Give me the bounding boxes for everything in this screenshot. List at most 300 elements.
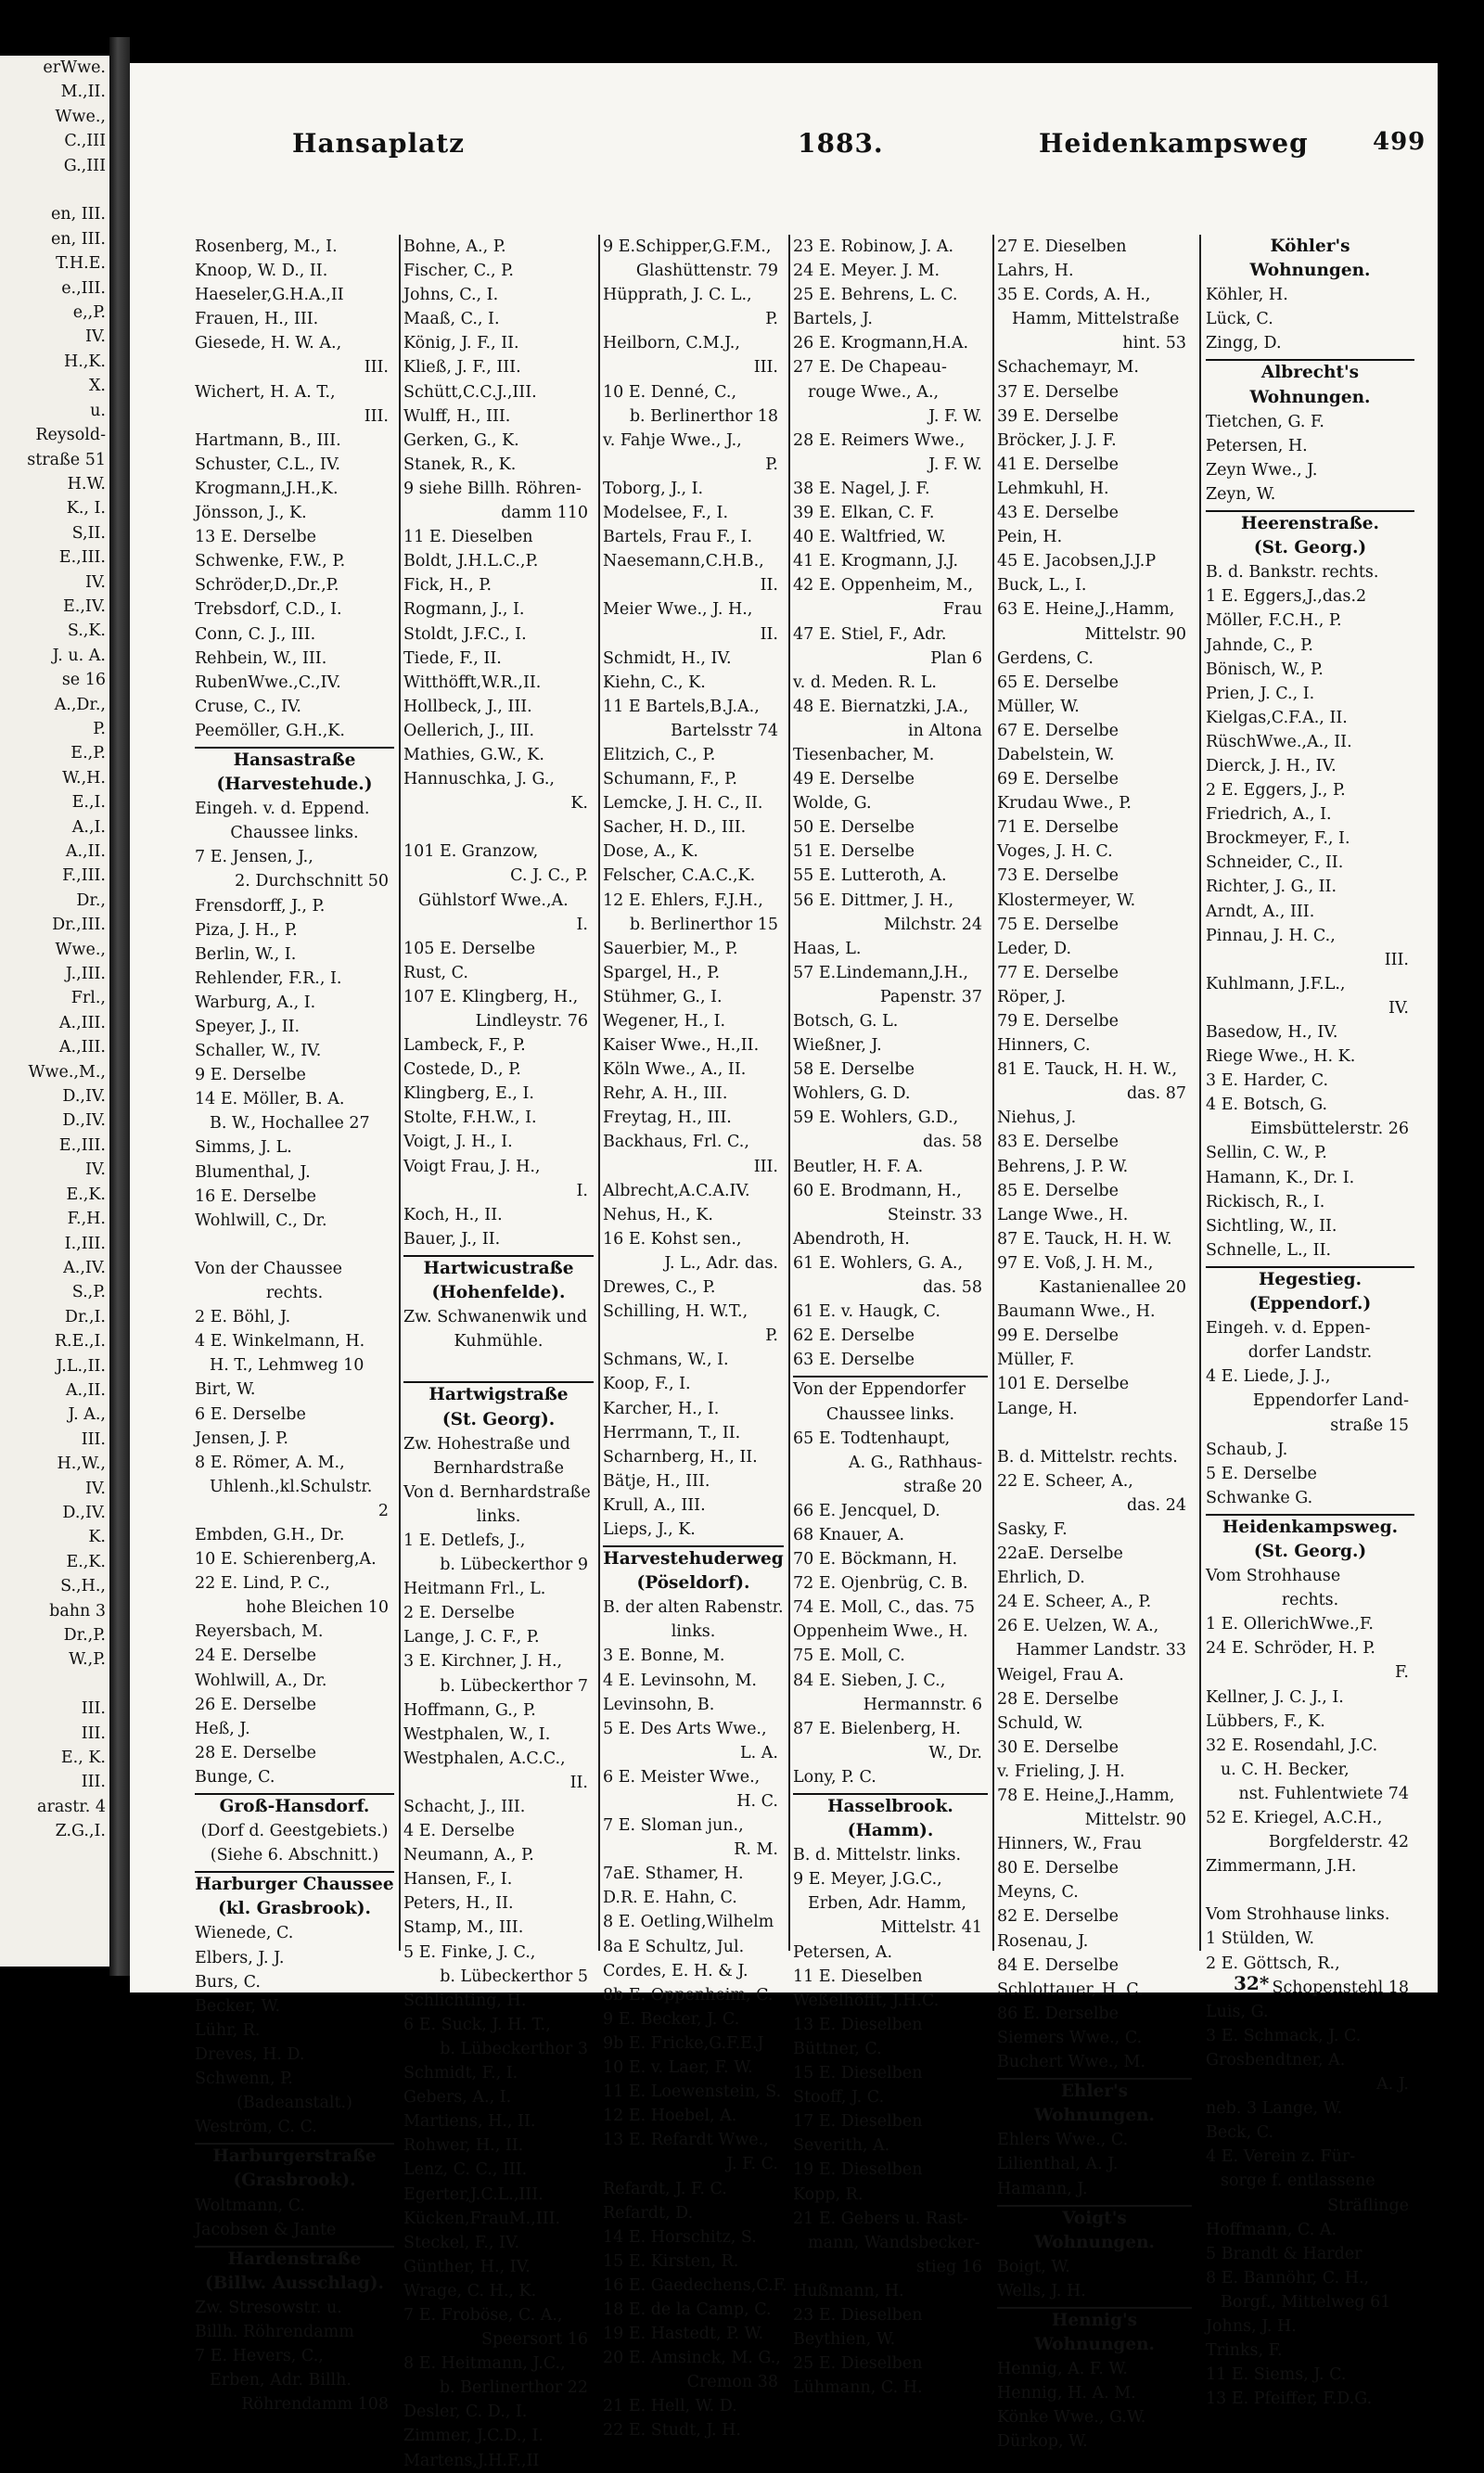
- directory-entry: Schlichting, H.: [403, 1991, 527, 2010]
- directory-entry: 27 E. Dieselben: [997, 237, 1127, 256]
- previous-page-edge: [0, 56, 112, 1967]
- directory-entry: Meier Wwe., J. H.,: [603, 600, 753, 620]
- directory-entry: sorge f. entlassene: [1221, 2172, 1375, 2191]
- directory-entry: 107 E. Klingberg, H.,: [403, 987, 579, 1006]
- directory-entry: links.: [476, 1506, 521, 1526]
- directory-entry: stieg 16: [916, 2257, 982, 2276]
- directory-entry: Leder, D.: [997, 939, 1072, 958]
- street-heading: (St. Georg.): [1253, 538, 1367, 558]
- directory-entry: Cordes, E. H. & J.: [603, 1961, 748, 1980]
- directory-entry: das. 58: [922, 1278, 982, 1298]
- fragment-line: IV.: [84, 1160, 106, 1180]
- directory-entry: Schlottauer, H. C.: [997, 1980, 1144, 1999]
- directory-entry: Klostermeyer, W.: [997, 891, 1136, 910]
- street-heading: Wohnungen.: [1033, 2335, 1155, 2355]
- directory-entry: 14 E. Möller, B. A.: [195, 1090, 345, 1109]
- fragment-line: X.: [88, 377, 106, 396]
- directory-entry: Schopenstehl 18: [1272, 1978, 1409, 1997]
- directory-entry: [403, 1353, 594, 1377]
- fragment-line: D.,IV.: [62, 1503, 106, 1522]
- fragment-line: IV.: [84, 572, 106, 592]
- directory-entry: Wießner, J.: [793, 1036, 882, 1056]
- directory-entry: 61 E. v. Haugk, C.: [793, 1302, 940, 1322]
- directory-entry: Stoldt, J.F.C., I.: [403, 624, 527, 644]
- street-heading: Hasselbrook.: [793, 1793, 988, 1819]
- street-heading: (Pöseldorf).: [636, 1573, 750, 1594]
- directory-entry: hohe Bleichen 10: [246, 1598, 389, 1618]
- directory-entry: Desler, C. D., I.: [403, 2403, 528, 2422]
- directory-entry: Kielgas,C.F.A., II.: [1206, 708, 1348, 727]
- directory-entry: H. C.: [736, 1792, 778, 1811]
- directory-entry: 11 E Bartels,B.J.A.,: [603, 697, 760, 716]
- directory-entry: das. 24: [1126, 1495, 1186, 1515]
- directory-entry: J. F. W.: [928, 406, 982, 426]
- directory-entry: 2: [377, 1501, 389, 1520]
- directory-entry: 30 E. Derselbe: [997, 1737, 1119, 1757]
- directory-entry: Bartelsstr 74: [671, 721, 778, 740]
- directory-entry: 5 E. Finke, J. C.,: [403, 1942, 536, 1962]
- directory-entry: 10 E. Denné, C.,: [603, 382, 737, 402]
- directory-entry: 47 E. Stiel, F., Adr.: [793, 624, 947, 644]
- directory-entry: Buchert Wwe., M.: [997, 2053, 1146, 2072]
- fragment-line: J.L.,II.: [56, 1356, 106, 1376]
- street-heading: Groß-Hansdorf.: [195, 1793, 394, 1819]
- directory-entry: b. Lübeckerthor 9: [440, 1556, 588, 1575]
- directory-entry: Köln Wwe., A., II.: [603, 1060, 747, 1080]
- directory-entry: P.: [765, 455, 778, 474]
- directory-entry: 55 E. Lutteroth, A.: [793, 866, 947, 886]
- directory-entry: 21 E. Hell, W. D.: [603, 2397, 737, 2416]
- directory-entry: Sasky, F.: [997, 1519, 1068, 1539]
- directory-entry: Friedrich, A., I.: [1206, 805, 1332, 825]
- street-heading: (St. Georg.): [1253, 1541, 1367, 1561]
- fragment-line: E., K.: [60, 1749, 106, 1768]
- directory-entry: Stolte, F.H.W., I.: [403, 1108, 537, 1128]
- directory-entry: b. Lübeckerthor 7: [440, 1676, 588, 1696]
- directory-entry: Papenstr. 37: [879, 987, 982, 1006]
- directory-entry: W., Dr.: [928, 1743, 982, 1762]
- directory-entry: Heitmann Frl., L.: [403, 1580, 546, 1599]
- directory-entry: J. F. W.: [928, 455, 982, 474]
- directory-entry: Mathies, G.W., K.: [403, 745, 544, 764]
- directory-entry: 4 E. Liede, J. J.,: [1206, 1367, 1331, 1387]
- fragment-line: erWwe.: [43, 58, 106, 77]
- directory-entry: Kücken,FrauM.,III.: [403, 2209, 561, 2228]
- fragment-line: M.,II.: [60, 83, 106, 102]
- directory-entry: Simms, J. L.: [195, 1138, 292, 1158]
- header-street-end: Heidenkampsweg: [1039, 128, 1309, 159]
- directory-entry: 5 E. Des Arts Wwe.,: [603, 1719, 767, 1738]
- directory-entry: 85 E. Derselbe: [997, 1181, 1119, 1200]
- directory-entry: Bönisch, W., P.: [1206, 660, 1324, 679]
- directory-entry: Voigt Frau, J. H.,: [403, 1157, 541, 1176]
- directory-entry: Becker, W.: [195, 1996, 281, 2016]
- directory-entry: Knoop, W. D., II.: [195, 262, 328, 281]
- directory-entry: mann, Wandsbecker-: [808, 2233, 980, 2252]
- directory-entry: Rehr, A. H., III.: [603, 1084, 728, 1104]
- directory-entry: Rickisch, R., I.: [1206, 1192, 1325, 1211]
- directory-entry: Schaub, J.: [1206, 1440, 1288, 1459]
- directory-entry: Pinnau, J. H. C.,: [1206, 926, 1336, 945]
- directory-entry: Mittelstr. 90: [1084, 1811, 1186, 1830]
- directory-entry: Maaß, C., I.: [403, 310, 500, 329]
- fragment-line: J. A.,: [68, 1405, 106, 1425]
- directory-entry: Peemöller, G.H.,K.: [195, 721, 345, 740]
- directory-entry: straße 15: [1330, 1416, 1409, 1435]
- directory-entry: Jensen, J. P.: [195, 1429, 288, 1448]
- fragment-line: W.,H.: [62, 768, 106, 788]
- directory-entry: 11 E. Dieselben: [793, 1967, 923, 1986]
- directory-entry: 37 E. Derselbe: [997, 382, 1119, 402]
- directory-entry: 24 E. Derselbe: [195, 1647, 316, 1666]
- directory-entry: 21 E. Gebers u. Rast-: [793, 2209, 968, 2228]
- directory-entry: 2 E. Eggers, J., P.: [1206, 781, 1346, 801]
- directory-entry: 28 E. Reimers Wwe.,: [793, 430, 966, 450]
- directory-entry: Schilling, H. W.T.,: [603, 1302, 748, 1322]
- directory-entry: Dabelstein, W.: [997, 745, 1115, 764]
- directory-entry: Cremon 38: [686, 2373, 778, 2392]
- directory-entry: 49 E. Derselbe: [793, 770, 915, 789]
- street-heading: (Hohenfelde).: [431, 1283, 566, 1303]
- directory-entry: RüschWwe.,A., II.: [1206, 732, 1352, 751]
- fragment-line: D.,IV.: [62, 1087, 106, 1107]
- directory-entry: Spargel, H., P.: [603, 963, 721, 982]
- fragment-line: [0, 178, 109, 202]
- directory-entry: Lange, H.: [997, 1399, 1078, 1418]
- directory-entry: A. G., Rathhaus-: [849, 1453, 982, 1472]
- directory-entry: 1 E. Detlefs, J.,: [403, 1531, 526, 1550]
- directory-entry: 9 E. Derselbe: [195, 1066, 306, 1085]
- directory-entry: Borgfelderstr. 42: [1268, 1833, 1409, 1852]
- directory-entry: Lehmkuhl, H.: [997, 479, 1109, 498]
- directory-entry: 22aE. Derselbe: [997, 1544, 1123, 1564]
- directory-entry: Albrecht,A.C.A.IV.: [603, 1181, 750, 1200]
- column-1: [195, 235, 394, 2415]
- fragment-line: E.,IV.: [63, 596, 106, 616]
- fragment-line: D.,IV.: [62, 1111, 106, 1131]
- directory-entry: Wichert, H. A. T.,: [195, 382, 336, 402]
- directory-entry: Costede, D., P.: [403, 1060, 521, 1080]
- fragment-line: A.,III.: [58, 1013, 106, 1032]
- directory-entry: Drewes, C., P.: [603, 1278, 716, 1298]
- directory-entry: 11 E. Dieselben: [403, 528, 533, 547]
- directory-entry: u. C. H. Becker,: [1221, 1760, 1350, 1779]
- directory-entry: 32 E. Rosendahl, J.C.: [1206, 1736, 1378, 1755]
- directory-entry: P.: [765, 310, 778, 329]
- directory-entry: Bohne, A., P.: [403, 237, 506, 256]
- street-heading: Hennig's: [997, 2307, 1192, 2333]
- directory-entry: Eingeh. v. d. Eppend.: [195, 800, 370, 819]
- directory-entry: 25 E. Behrens, L. C.: [793, 286, 958, 305]
- fragment-line: E.,K.: [66, 1185, 106, 1204]
- directory-entry: 57 E.Lindemann,J.H.,: [793, 963, 968, 982]
- directory-entry: Lühmann, C. H.: [793, 2378, 923, 2398]
- directory-entry: b. Lübeckerthor 5: [440, 1967, 588, 1986]
- directory-entry: (Siehe 6. Abschnitt.): [210, 1846, 379, 1865]
- directory-entry: Uhlenh.,kl.Schulstr.: [210, 1477, 373, 1496]
- directory-entry: Stamp, M., III.: [403, 1918, 524, 1938]
- directory-entry: Vom Strohhause: [1206, 1567, 1341, 1586]
- directory-entry: Beck, C.: [1206, 2123, 1274, 2143]
- fragment-line: H.,W.,: [57, 1454, 106, 1474]
- directory-entry: B. d. Mittelstr. links.: [793, 1846, 962, 1865]
- directory-entry: Tietchen, G. F.: [1206, 412, 1324, 431]
- directory-entry: Rosenberg, M., I.: [195, 237, 338, 256]
- directory-entry: Plan 6: [930, 648, 982, 668]
- directory-entry: Hoffmann, C. A.: [1206, 2220, 1337, 2239]
- directory-entry: Woltmann, C.: [195, 2196, 305, 2215]
- fragment-line: Reysold-: [35, 426, 106, 445]
- directory-entry: 10 E. v. Laer, F. W.: [603, 2058, 753, 2078]
- directory-entry: Rohwer, H., II.: [403, 2136, 524, 2156]
- directory-entry: 6 E. Derselbe: [195, 1404, 306, 1424]
- street-heading: (kl. Grasbrook).: [218, 1899, 371, 1919]
- directory-entry: Freytag, H., III.: [603, 1108, 732, 1128]
- directory-entry: Birt, W.: [195, 1380, 256, 1400]
- directory-entry: Grosbendtner, A.: [1206, 2050, 1346, 2069]
- directory-entry: Schneider, C., II.: [1206, 853, 1344, 873]
- directory-entry: 26 E. Krogmann,H.A.: [793, 334, 969, 353]
- directory-entry: 7 E. Jensen, J.,: [195, 848, 313, 867]
- fragment-line: III.: [81, 1699, 106, 1719]
- directory-entry: Naesemann,C.H.B.,: [603, 552, 764, 571]
- directory-entry: 23 E. Dieselben: [793, 2305, 923, 2325]
- street-heading: Albrecht's: [1206, 359, 1414, 385]
- directory-entry: Gebers, A., I.: [403, 2088, 512, 2108]
- directory-entry: Frauen, H., III.: [195, 310, 319, 329]
- directory-entry: Hamann, J.: [997, 2179, 1088, 2198]
- fragment-line: A.,II.: [65, 842, 106, 861]
- fragment-line: A.,I.: [71, 817, 106, 837]
- directory-entry: Johns, C., I.: [403, 286, 499, 305]
- street-heading: Ehler's: [997, 2078, 1192, 2104]
- directory-entry: Beythien, W.: [793, 2330, 896, 2350]
- directory-entry: Dürkop, W.: [997, 2432, 1088, 2452]
- directory-entry: Abendroth, H.: [793, 1229, 910, 1249]
- directory-entry: Buck, L., I.: [997, 576, 1087, 596]
- directory-entry: 4 E. Verein z. Für-: [1206, 2147, 1356, 2167]
- directory-entry: 9 E. Meyer, J.G.C.,: [793, 1870, 942, 1890]
- directory-entry: Günther, H., IV.: [403, 2257, 531, 2276]
- directory-entry: P.: [765, 1326, 778, 1346]
- directory-entry: Conn, C. J., III.: [195, 624, 316, 644]
- directory-entry: Brockmeyer, F., I.: [1206, 829, 1350, 849]
- directory-entry: Klingberg, E., I.: [403, 1084, 534, 1104]
- directory-entry: 1 Stülden, W.: [1206, 1929, 1315, 1949]
- directory-entry: 8 E. Bannöhr, C. H.,: [1206, 2268, 1370, 2287]
- directory-entry: [997, 1421, 1192, 1445]
- directory-entry: 45 E. Jacobsen,J.J.P: [997, 552, 1157, 571]
- directory-entry: Schumann, F., P.: [603, 770, 737, 789]
- directory-entry: Zimmermann, J.H.: [1206, 1857, 1357, 1877]
- directory-entry: Lange, J. C. F., P.: [403, 1628, 540, 1647]
- directory-entry: Modelsee, F., I.: [603, 504, 729, 523]
- page-header: [186, 128, 1428, 165]
- directory-entry: das. 58: [922, 1133, 982, 1152]
- directory-entry: III.: [753, 358, 778, 378]
- fragment-line: S,II.: [71, 523, 106, 543]
- directory-entry: Elbers, J. J.: [195, 1948, 285, 1967]
- directory-entry: 1 E. Eggers,J.,das.2: [1206, 587, 1367, 607]
- directory-entry: Rehbein, W., III.: [195, 648, 327, 668]
- directory-entry: 7 E. Hevers, C.,: [195, 2347, 324, 2366]
- directory-entry: 101 E. Derselbe: [997, 1375, 1130, 1394]
- directory-entry: 43 E. Derselbe: [997, 504, 1119, 523]
- fragment-line: Dr.,: [76, 891, 106, 910]
- column-divider: [788, 235, 790, 1951]
- directory-entry: Lange Wwe., H.: [997, 1205, 1129, 1224]
- directory-entry: Piza, J. H., P.: [195, 920, 298, 940]
- directory-entry: Zimmer, J.C.D., I.: [403, 2427, 544, 2446]
- fragment-line: bahn 3: [49, 1601, 106, 1621]
- directory-entry: 2 E. Böhl, J.: [195, 1308, 291, 1327]
- street-heading: Harburgerstraße: [195, 2143, 394, 2169]
- directory-entry: Kopp, R.: [793, 2185, 864, 2204]
- directory-entry: B. d. Mittelstr. rechts.: [997, 1447, 1178, 1467]
- directory-entry: 13 E. Derselbe: [195, 528, 316, 547]
- directory-entry: Cruse, C., IV.: [195, 697, 301, 716]
- directory-entry: 41 E. Krogmann, J.J.: [793, 552, 959, 571]
- directory-entry: Koop, F., I.: [603, 1375, 691, 1394]
- directory-entry: Kellner, J. C. J., I.: [1206, 1687, 1344, 1707]
- street-heading: Hartwicustraße: [403, 1255, 594, 1281]
- directory-entry: Tiede, F., II.: [403, 648, 502, 668]
- directory-entry: 56 E. Dittmer, J. H.,: [793, 891, 954, 910]
- directory-entry: Schütt,C.C.J.,III.: [403, 382, 537, 402]
- directory-entry: 63 E. Heine,J.,Hamm,: [997, 600, 1175, 620]
- directory-entry: Wienede, C.: [195, 1924, 294, 1943]
- fragment-line: I.,III.: [64, 1234, 106, 1253]
- directory-entry: rechts.: [265, 1284, 324, 1303]
- directory-entry: 8b E. Oppenheim, C.: [603, 1985, 774, 2005]
- directory-entry: 5 E. Derselbe: [1206, 1464, 1317, 1483]
- directory-entry: 11 E. Loewenstein, S.: [603, 2082, 782, 2102]
- directory-entry: 3 E. Harder, C.: [1206, 1071, 1329, 1091]
- fragment-line: arastr. 4: [37, 1797, 106, 1816]
- directory-entry: Kaiser Wwe., H.,II.: [603, 1036, 760, 1056]
- directory-entry: Sichtling, W., II.: [1206, 1216, 1337, 1236]
- directory-entry: III.: [364, 358, 389, 378]
- directory-entry: Hammer Landstr. 33: [1016, 1641, 1186, 1660]
- header-street-start: Hansaplatz: [292, 128, 466, 159]
- directory-entry: Witthöfft,W.R.,II.: [403, 673, 542, 692]
- directory-entry: 12 E. Hoebel, A.: [603, 2107, 737, 2126]
- directory-entry: 26 E. Derselbe: [195, 1695, 316, 1714]
- directory-entry: Pein, H.: [997, 528, 1063, 547]
- directory-entry: 7 E. Sloman jun.,: [603, 1816, 744, 1836]
- fragment-line: R.E.,I.: [54, 1332, 106, 1352]
- directory-entry: 9 E.Schipper,G.F.M.,: [603, 237, 772, 256]
- fragment-line: S.,H.,: [60, 1577, 106, 1596]
- directory-entry: Lambeck, F., P.: [403, 1036, 526, 1056]
- directory-entry: 48 E. Biernatzki, J.A.,: [793, 697, 969, 716]
- directory-entry: Wrage, C. H., K.: [403, 2281, 537, 2300]
- directory-entry: Martens,J.H.F.,II: [403, 2451, 540, 2470]
- directory-entry: 2. Durchschnitt 50: [235, 872, 389, 891]
- directory-entry: 62 E. Derselbe: [793, 1326, 915, 1346]
- directory-entry: Berlin, W., I.: [195, 944, 297, 964]
- directory-entry: Hußmann, H.: [793, 2281, 904, 2300]
- street-heading: Harburger Chaussee: [195, 1871, 394, 1897]
- directory-entry: 58 E. Derselbe: [793, 1060, 915, 1080]
- directory-entry: Eingeh. v. d. Eppen-: [1206, 1319, 1371, 1339]
- directory-entry: Müller, W.: [997, 697, 1080, 716]
- directory-entry: Bunge, C.: [195, 1767, 275, 1787]
- column-divider: [992, 235, 994, 1951]
- directory-entry: hint. 53: [1122, 334, 1186, 353]
- directory-entry: Heß, J.: [195, 1719, 250, 1738]
- fragment-line: E.,III.: [58, 548, 106, 568]
- directory-entry: Boldt, J.H.L.C.,P.: [403, 552, 539, 571]
- directory-entry: b. Berlinerthor 15: [629, 915, 778, 934]
- directory-entry: Von d. Bernhardstraße: [403, 1482, 591, 1502]
- directory-entry: 50 E. Derselbe: [793, 818, 915, 838]
- fragment-line: F.,III.: [62, 866, 106, 886]
- fragment-line: A.,Dr.,: [54, 695, 106, 714]
- directory-entry: 13 E. Refardt Wwe.,: [603, 2131, 769, 2150]
- directory-entry: (Badeanstalt.): [237, 2094, 352, 2113]
- directory-entry: 73 E. Derselbe: [997, 866, 1119, 886]
- directory-entry: 65 E. Todtenhaupt,: [793, 1429, 951, 1448]
- directory-entry: Krogmann,J.H.,K.: [195, 479, 339, 498]
- directory-entry: Frau: [942, 600, 982, 620]
- directory-entry: Bartels, J.: [793, 310, 873, 329]
- directory-entry: 67 E. Derselbe: [997, 721, 1119, 740]
- directory-entry: Gühlstorf Wwe.,A.: [418, 891, 569, 910]
- street-heading: Wohnungen.: [1249, 387, 1371, 407]
- column-divider: [598, 235, 600, 1951]
- fragment-line: III.: [81, 1429, 106, 1449]
- directory-entry: straße 20: [903, 1477, 982, 1496]
- directory-entry: F.: [1395, 1663, 1409, 1683]
- directory-entry: Lony, P. C.: [793, 1767, 876, 1787]
- directory-entry: Levinsohn, B.: [603, 1695, 715, 1714]
- street-heading: Hardenstraße: [195, 2246, 394, 2272]
- directory-entry: Von der Eppendorfer: [793, 1376, 988, 1402]
- directory-entry: 17 E. Dieselben: [793, 2112, 923, 2132]
- directory-entry: 28 E. Derselbe: [997, 1689, 1119, 1709]
- directory-entry: Könke Wwe., G.W.: [997, 2408, 1146, 2428]
- directory-entry: Zw. Hohestraße und: [403, 1434, 570, 1454]
- fragment-line: en, III.: [50, 229, 106, 249]
- directory-entry: 3 E. Bonne, M.: [603, 1647, 725, 1666]
- directory-entry: 25 E. Dieselben: [793, 2354, 923, 2374]
- directory-entry: 79 E. Derselbe: [997, 1012, 1119, 1031]
- directory-entry: Toborg, J., I.: [603, 479, 704, 498]
- directory-entry: Eimsbüttelerstr. 26: [1249, 1120, 1409, 1139]
- directory-entry: Petersen, A.: [793, 1942, 893, 1962]
- directory-entry: Egerter,J.C.L.,III.: [403, 2185, 544, 2204]
- column-divider: [1199, 235, 1201, 1951]
- directory-entry: Johns, J. H.: [1206, 2316, 1297, 2336]
- street-heading: Hansastraße: [195, 747, 394, 773]
- directory-entry: Koch, H., II.: [403, 1205, 503, 1224]
- directory-entry: 84 E. Derselbe: [997, 1955, 1119, 1975]
- directory-page: [130, 63, 1438, 2470]
- fragment-line: F.,H.: [67, 1210, 106, 1229]
- directory-entry: Wohlers, G. D.: [793, 1084, 911, 1104]
- directory-entry: 80 E. Derselbe: [997, 1859, 1119, 1878]
- directory-entry: Beutler, H. F. A.: [793, 1157, 924, 1176]
- directory-entry: Wohlwill, C., Dr.: [195, 1211, 327, 1230]
- directory-entry: Fick, H., P.: [403, 576, 493, 596]
- directory-entry: 20 E. Amsinck, M. G.,: [603, 2349, 781, 2368]
- directory-entry: Jahnde, C., P.: [1206, 635, 1313, 655]
- directory-entry: Zingg, D.: [1206, 334, 1282, 353]
- directory-entry: 18 E. de la Camp, C.: [603, 2300, 772, 2319]
- directory-entry: rechts.: [1281, 1591, 1339, 1610]
- fragment-line: K., I.: [66, 499, 106, 519]
